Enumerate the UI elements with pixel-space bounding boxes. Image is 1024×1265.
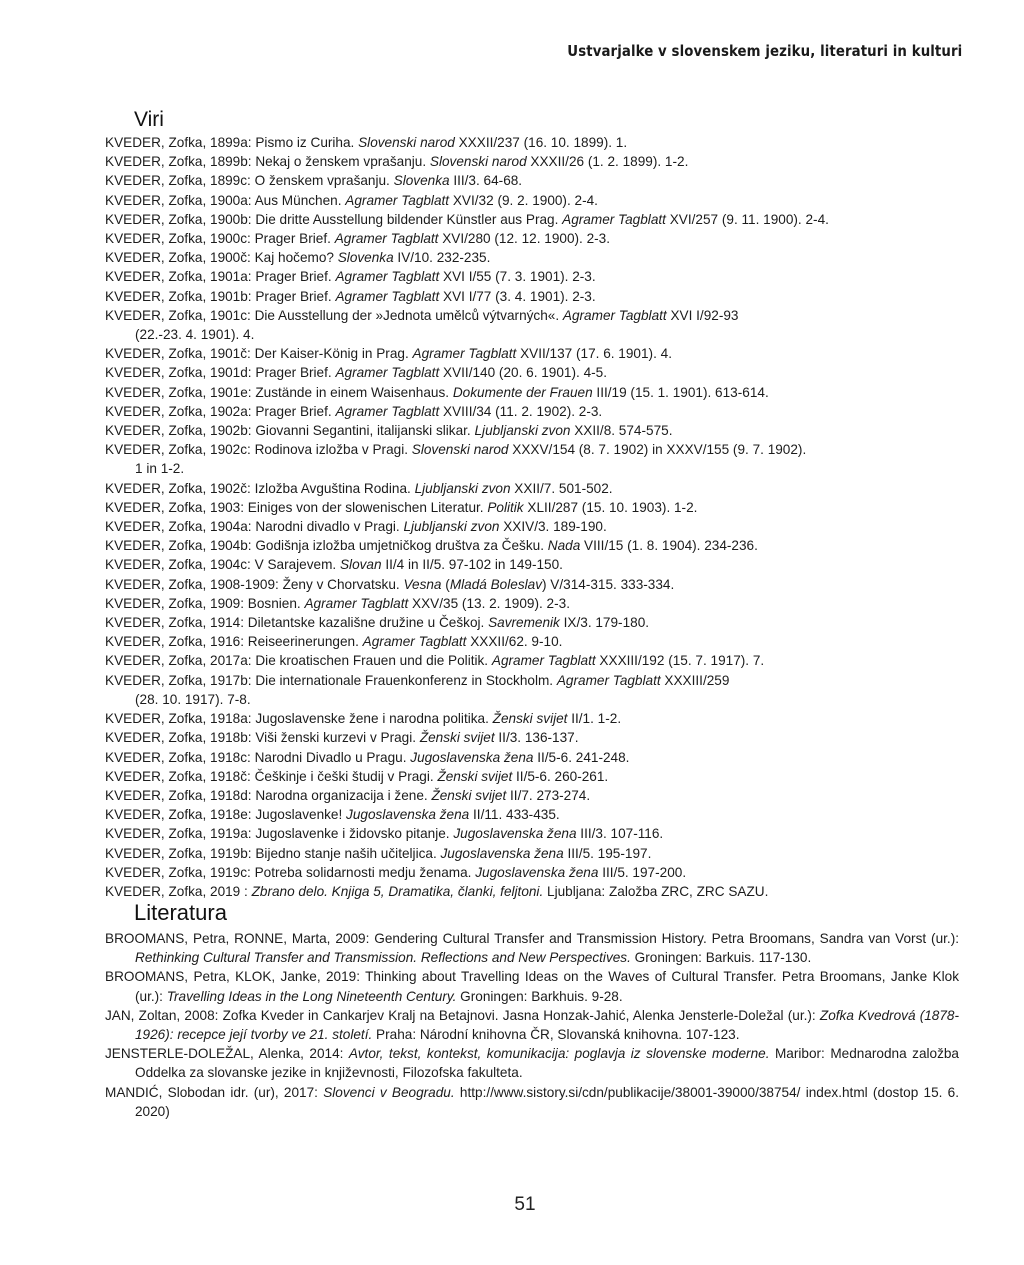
reference-text: KVEDER, Zofka, 1901a: Prager Brief. (105, 269, 336, 285)
viri-heading: Viri (134, 108, 164, 131)
reference-entry (105, 786, 959, 805)
reference-italic-title: Zofka Kvedrová (1878-1926): recepce její tvorby ve 21. století. (135, 1007, 959, 1043)
reference-text: (22.-23. 4. 1901). 4. (135, 327, 255, 343)
reference-italic-title: Travelling Ideas in the Long Nineteenth Century. (166, 988, 457, 1004)
reference-italic-title: Agramer Tagblatt (491, 653, 596, 669)
reference-text: KVEDER, Zofka, 1899b: Nekaj o ženskem vprašanju. (105, 154, 430, 170)
reference-continuation (105, 690, 959, 709)
reference-text: XXII/8. 574-575. (570, 423, 673, 439)
reference-italic-title: Vesna (403, 576, 442, 592)
reference-entry (105, 651, 959, 670)
reference-entry (105, 844, 959, 863)
reference-entry (105, 421, 959, 440)
reference-entry (105, 133, 959, 152)
reference-italic-title: Agramer Tagblatt (335, 365, 440, 381)
reference-italic-title: Ženski svijet (419, 730, 495, 746)
reference-italic-title: Mladá Boleslav (449, 576, 542, 592)
reference-text: KVEDER, Zofka, 1900b: Die dritte Ausstellung bildender Künstler aus Prag. (105, 211, 563, 227)
literatura-list (105, 929, 959, 1121)
reference-text: KVEDER, Zofka, 1904c: V Sarajevem. (105, 557, 340, 573)
reference-text: (28. 10. 1917). 7-8. (135, 691, 251, 707)
reference-italic-title: Agramer Tagblatt (556, 672, 661, 688)
reference-entry (105, 171, 959, 190)
reference-text: ( (441, 576, 450, 592)
reference-entry (105, 709, 959, 728)
reference-italic-title: Jugoslavenska žena (453, 826, 577, 842)
reference-entry (105, 824, 959, 843)
reference-entry (105, 575, 959, 594)
reference-text: MANDIĆ, Slobodan idr. (ur), 2017: (105, 1084, 324, 1100)
reference-text: KVEDER, Zofka, 1901d: Prager Brief. (105, 365, 336, 381)
reference-text: KVEDER, Zofka, 1918c: Narodni Divadlo u Pragu. (105, 749, 411, 765)
reference-text: III/19 (15. 1. 1901). 613-614. (592, 384, 769, 400)
reference-entry (105, 152, 959, 171)
reference-entry (105, 632, 959, 651)
reference-text: XVI/32 (9. 2. 1900). 2-4. (449, 192, 598, 208)
reference-text: KVEDER, Zofka, 1918e: Jugoslavenke! (105, 807, 347, 823)
reference-text: III/3. 64-68. (449, 173, 523, 189)
reference-entry (105, 1083, 959, 1121)
reference-text: XVIII/34 (11. 2. 1902). 2-3. (439, 403, 603, 419)
reference-continuation (105, 459, 959, 478)
reference-text: XVII/140 (20. 6. 1901). 4-5. (439, 365, 607, 381)
reference-text: KVEDER, Zofka, 1899c: O ženskem vprašanju. (105, 173, 394, 189)
reference-entry (105, 248, 959, 267)
reference-entry (105, 967, 959, 1005)
reference-text: JAN, Zoltan, 2008: Zofka Kveder in Cankarjev Kralj na Betajnovi. Jasna Honzak-Jahić, Alenka Jensterle-Doležal (ur.): (105, 1007, 820, 1023)
reference-text: KVEDER, Zofka, 1900a: Aus München. (105, 192, 346, 208)
reference-entry (105, 267, 959, 286)
reference-text: KVEDER, Zofka, 1919a: Jugoslavenke i židovsko pitanje. (105, 826, 454, 842)
reference-text: XXIV/3. 189-190. (499, 519, 607, 535)
reference-text: XXXII/26 (1. 2. 1899). 1-2. (526, 154, 689, 170)
reference-entry (105, 863, 959, 882)
reference-italic-title: Dokumente der Frauen (452, 384, 593, 400)
reference-text: KVEDER, Zofka, 1918d: Narodna organizacija i žene. (105, 787, 432, 803)
reference-text: III/5. 195-197. (563, 845, 652, 861)
reference-italic-title: Slovenski narod (358, 135, 455, 150)
reference-entry (105, 498, 959, 517)
reference-italic-title: Rethinking Cultural Transfer and Transmission. Reflections and New Perspectives. (135, 950, 631, 966)
reference-text: KVEDER, Zofka, 1918b: Viši ženski kurzevi v Pragi. (105, 730, 420, 746)
reference-italic-title: Slovenci v Beogradu. (323, 1084, 455, 1100)
reference-continuation (105, 325, 959, 344)
reference-text: XVI I/77 (3. 4. 1901). 2-3. (439, 288, 596, 304)
reference-text: II/7. 273-274. (506, 787, 591, 803)
reference-text: Maribor: Mednarodna založba Oddelka za slovanske jezike in književnosti, Filozofska fakulteta. (135, 1046, 959, 1081)
reference-text: ) V/314-315. 333-334. (542, 576, 675, 592)
reference-text: KVEDER, Zofka, 1917b: Die internationale Frauenkonferenz in Stockholm. (105, 672, 557, 688)
reference-text: XVI/257 (9. 11. 1900). 2-4. (665, 211, 829, 227)
reference-text: XXXII/62. 9-10. (466, 634, 563, 650)
literatura-heading: Literatura (134, 900, 227, 925)
reference-text: KVEDER, Zofka, 1900č: Kaj hočemo? (105, 250, 338, 266)
reference-italic-title: Agramer Tagblatt (335, 403, 440, 419)
reference-text: KVEDER, Zofka, 1901c: Die Ausstellung der »Jednota umělců výtvarných«. (105, 307, 563, 323)
reference-text: KVEDER, Zofka, 1904a: Narodni divadlo v Pragi. (105, 519, 404, 535)
reference-text: XVI/280 (12. 12. 1900). 2-3. (438, 231, 611, 247)
reference-italic-title: Slovenka (393, 173, 450, 189)
reference-italic-title: Jugoslavenska žena (440, 845, 564, 861)
reference-text: XVI I/55 (7. 3. 1901). 2-3. (439, 269, 596, 285)
reference-text: II/11. 433-435. (469, 807, 560, 823)
reference-text: Ljubljana: Založba ZRC, ZRC SAZU. (543, 883, 769, 899)
reference-text: 1 in 1-2. (135, 461, 185, 477)
reference-entry (105, 613, 959, 632)
reference-italic-title: Agramer Tagblatt (562, 307, 667, 323)
reference-text: KVEDER, Zofka, 1902č: Izložba Avguština Rodina. (105, 480, 415, 496)
reference-italic-title: Jugoslavenska žena (410, 749, 534, 765)
reference-text: II/4 in II/5. 97-102 in 149-150. (381, 557, 563, 573)
reference-italic-title: Slovenka (337, 250, 394, 266)
reference-entry (105, 287, 959, 306)
reference-italic-title: Agramer Tagblatt (345, 192, 450, 208)
reference-entry (105, 402, 959, 421)
reference-entry (105, 191, 959, 210)
reference-entry (105, 479, 959, 498)
reference-italic-title: Ljubljanski zvon (414, 480, 511, 496)
reference-italic-title: Agramer Tagblatt (412, 346, 517, 362)
reference-text: XXII/7. 501-502. (510, 480, 613, 496)
reference-entry (105, 229, 959, 248)
reference-text: VIII/15 (1. 8. 1904). 234-236. (580, 538, 758, 554)
reference-text: KVEDER, Zofka, 1919b: Bijedno stanje naših učiteljica. (105, 845, 441, 861)
reference-text: IV/10. 232-235. (393, 250, 491, 266)
reference-text: BROOMANS, Petra, RONNE, Marta, 2009: Gendering Cultural Transfer and Transmission History. Petra Broomans, Sandra van Vorst (ur.): (105, 931, 959, 946)
reference-entry (105, 210, 959, 229)
reference-italic-title: Agramer Tagblatt (562, 211, 666, 227)
viri-list (105, 133, 959, 901)
reference-text: KVEDER, Zofka, 1901b: Prager Brief. (105, 288, 336, 304)
reference-italic-title: Agramer Tagblatt (335, 269, 440, 285)
reference-italic-title: Nada (547, 538, 581, 554)
reference-text: BROOMANS, Petra, KLOK, Janke, 2019: Thinking about Travelling Ideas on the Waves of Cultural Transfer. Petra Broomans, Janke Klok (ur.): (105, 969, 959, 1004)
reference-text: XXV/35 (13. 2. 1909). 2-3. (408, 595, 570, 611)
page-number: 51 (514, 1194, 536, 1215)
reference-italic-title: Agramer Tagblatt (334, 231, 439, 247)
reference-text: KVEDER, Zofka, 1918č: Češkinje i češki študij v Pragi. (105, 768, 438, 784)
reference-text: KVEDER, Zofka, 1914: Diletantske kazališne družine u Češkoj. (105, 615, 489, 631)
reference-entry (105, 594, 959, 613)
reference-text: XLII/287 (15. 10. 1903). 1-2. (523, 499, 698, 515)
reference-text: JENSTERLE-DOLEŽAL, Alenka, 2014: (105, 1046, 349, 1062)
reference-entry (105, 555, 959, 574)
reference-text: KVEDER, Zofka, 1909: Bosnien. (105, 595, 305, 611)
reference-text: KVEDER, Zofka, 2019 : (105, 883, 252, 899)
reference-italic-title: Agramer Tagblatt (304, 595, 409, 611)
reference-entry (105, 805, 959, 824)
reference-text: KVEDER, Zofka, 1903: Einiges von der slowenischen Literatur. (105, 499, 488, 515)
reference-entry (105, 929, 959, 967)
reference-text: KVEDER, Zofka, 1902c: Rodinova izložba v Pragi. (105, 442, 412, 458)
reference-text: XVI I/92-93 (666, 307, 739, 323)
reference-text: KVEDER, Zofka, 1901č: Der Kaiser-König in Prag. (105, 346, 413, 362)
reference-text: KVEDER, Zofka, 1900c: Prager Brief. (105, 231, 335, 247)
reference-entry (105, 440, 959, 459)
reference-text: KVEDER, Zofka, 1918a: Jugoslavenske žene i narodna politika. (105, 711, 493, 727)
reference-text: KVEDER, Zofka, 2017a: Die kroatischen Frauen und die Politik. (105, 653, 492, 669)
reference-text: http://www.sistory.si/cdn/publikacije/38001-39000/38754/ index.html (dostop 15. 6. 2020) (135, 1084, 960, 1119)
reference-text: KVEDER, Zofka, 1902b: Giovanni Segantini, italijanski slikar. (105, 423, 475, 439)
reference-text: XXXIII/192 (15. 7. 1917). 7. (595, 653, 765, 669)
reference-italic-title: Savremenik (488, 615, 560, 631)
reference-text: III/5. 197-200. (598, 864, 687, 880)
reference-entry (105, 882, 959, 901)
reference-entry (105, 306, 959, 325)
reference-italic-title: Agramer Tagblatt (362, 634, 467, 650)
reference-italic-title: Politik (487, 499, 524, 515)
reference-entry (105, 344, 959, 363)
reference-text: II/1. 1-2. (567, 711, 622, 727)
reference-italic-title: Ljubljanski zvon (403, 519, 500, 535)
reference-italic-title: Slovenski narod (429, 154, 527, 170)
reference-italic-title: Avtor, tekst, kontekst, komunikacija: poglavja iz slovenske moderne. (348, 1046, 770, 1062)
reference-text: II/5-6. 241-248. (533, 749, 630, 765)
reference-entry (105, 1044, 959, 1082)
reference-entry (105, 536, 959, 555)
reference-italic-title: Ljubljanski zvon (474, 423, 571, 439)
reference-text: KVEDER, Zofka, 1899a: Pismo iz Curiha. (105, 135, 359, 150)
reference-entry (105, 728, 959, 747)
reference-entry (105, 748, 959, 767)
reference-entry (105, 363, 959, 382)
reference-text: XXXII/237 (16. 10. 1899). 1. (454, 135, 628, 150)
reference-entry (105, 383, 959, 402)
reference-text: KVEDER, Zofka, 1904b: Godišnja izložba umjetničkog društva za Češku. (105, 538, 548, 554)
reference-italic-title: Slovenski narod (411, 442, 509, 458)
reference-text: Groningen: Barkhuis. 9-28. (456, 988, 623, 1004)
reference-text: III/3. 107-116. (576, 826, 664, 842)
reference-italic-title: Zbrano delo. Knjiga 5, Dramatika, članki, feljtoni. (251, 883, 544, 899)
reference-text: Praha: Národní knihovna ČR, Slovanská knihovna. 107-123. (372, 1027, 740, 1043)
reference-text: XXXV/154 (8. 7. 1902) in XXXV/155 (9. 7. 1902). (508, 442, 807, 458)
reference-entry (105, 1006, 959, 1044)
reference-text: KVEDER, Zofka, 1916: Reiseerinerungen. (105, 634, 363, 650)
reference-text: IX/3. 179-180. (559, 615, 650, 631)
reference-entry (105, 767, 959, 786)
reference-text: II/3. 136-137. (494, 730, 579, 746)
reference-text: Groningen: Barkuis. 117-130. (630, 950, 812, 966)
reference-italic-title: Jugoslavenska žena (346, 807, 470, 823)
reference-text: II/5-6. 260-261. (512, 768, 609, 784)
reference-text: KVEDER, Zofka, 1908-1909: Ženy v Chorvatsku. (105, 576, 404, 592)
reference-text: KVEDER, Zofka, 1902a: Prager Brief. (105, 403, 336, 419)
reference-italic-title: Ženski svijet (431, 787, 507, 803)
reference-entry (105, 517, 959, 536)
reference-italic-title: Slovan (339, 557, 382, 573)
reference-text: KVEDER, Zofka, 1901e: Zustände in einem Waisenhaus. (105, 384, 453, 400)
reference-italic-title: Jugoslavenska žena (475, 864, 599, 880)
reference-text: XXXIII/259 (660, 672, 730, 688)
reference-italic-title: Ženski svijet (492, 711, 568, 727)
reference-entry (105, 671, 959, 690)
reference-italic-title: Agramer Tagblatt (335, 288, 440, 304)
running-header: Ustvarjalke v slovenskem jeziku, literaturi in kulturi (567, 42, 962, 60)
reference-text: XVII/137 (17. 6. 1901). 4. (516, 346, 672, 362)
reference-italic-title: Ženski svijet (437, 768, 513, 784)
reference-text: KVEDER, Zofka, 1919c: Potreba solidarnosti medju ženama. (105, 864, 476, 880)
